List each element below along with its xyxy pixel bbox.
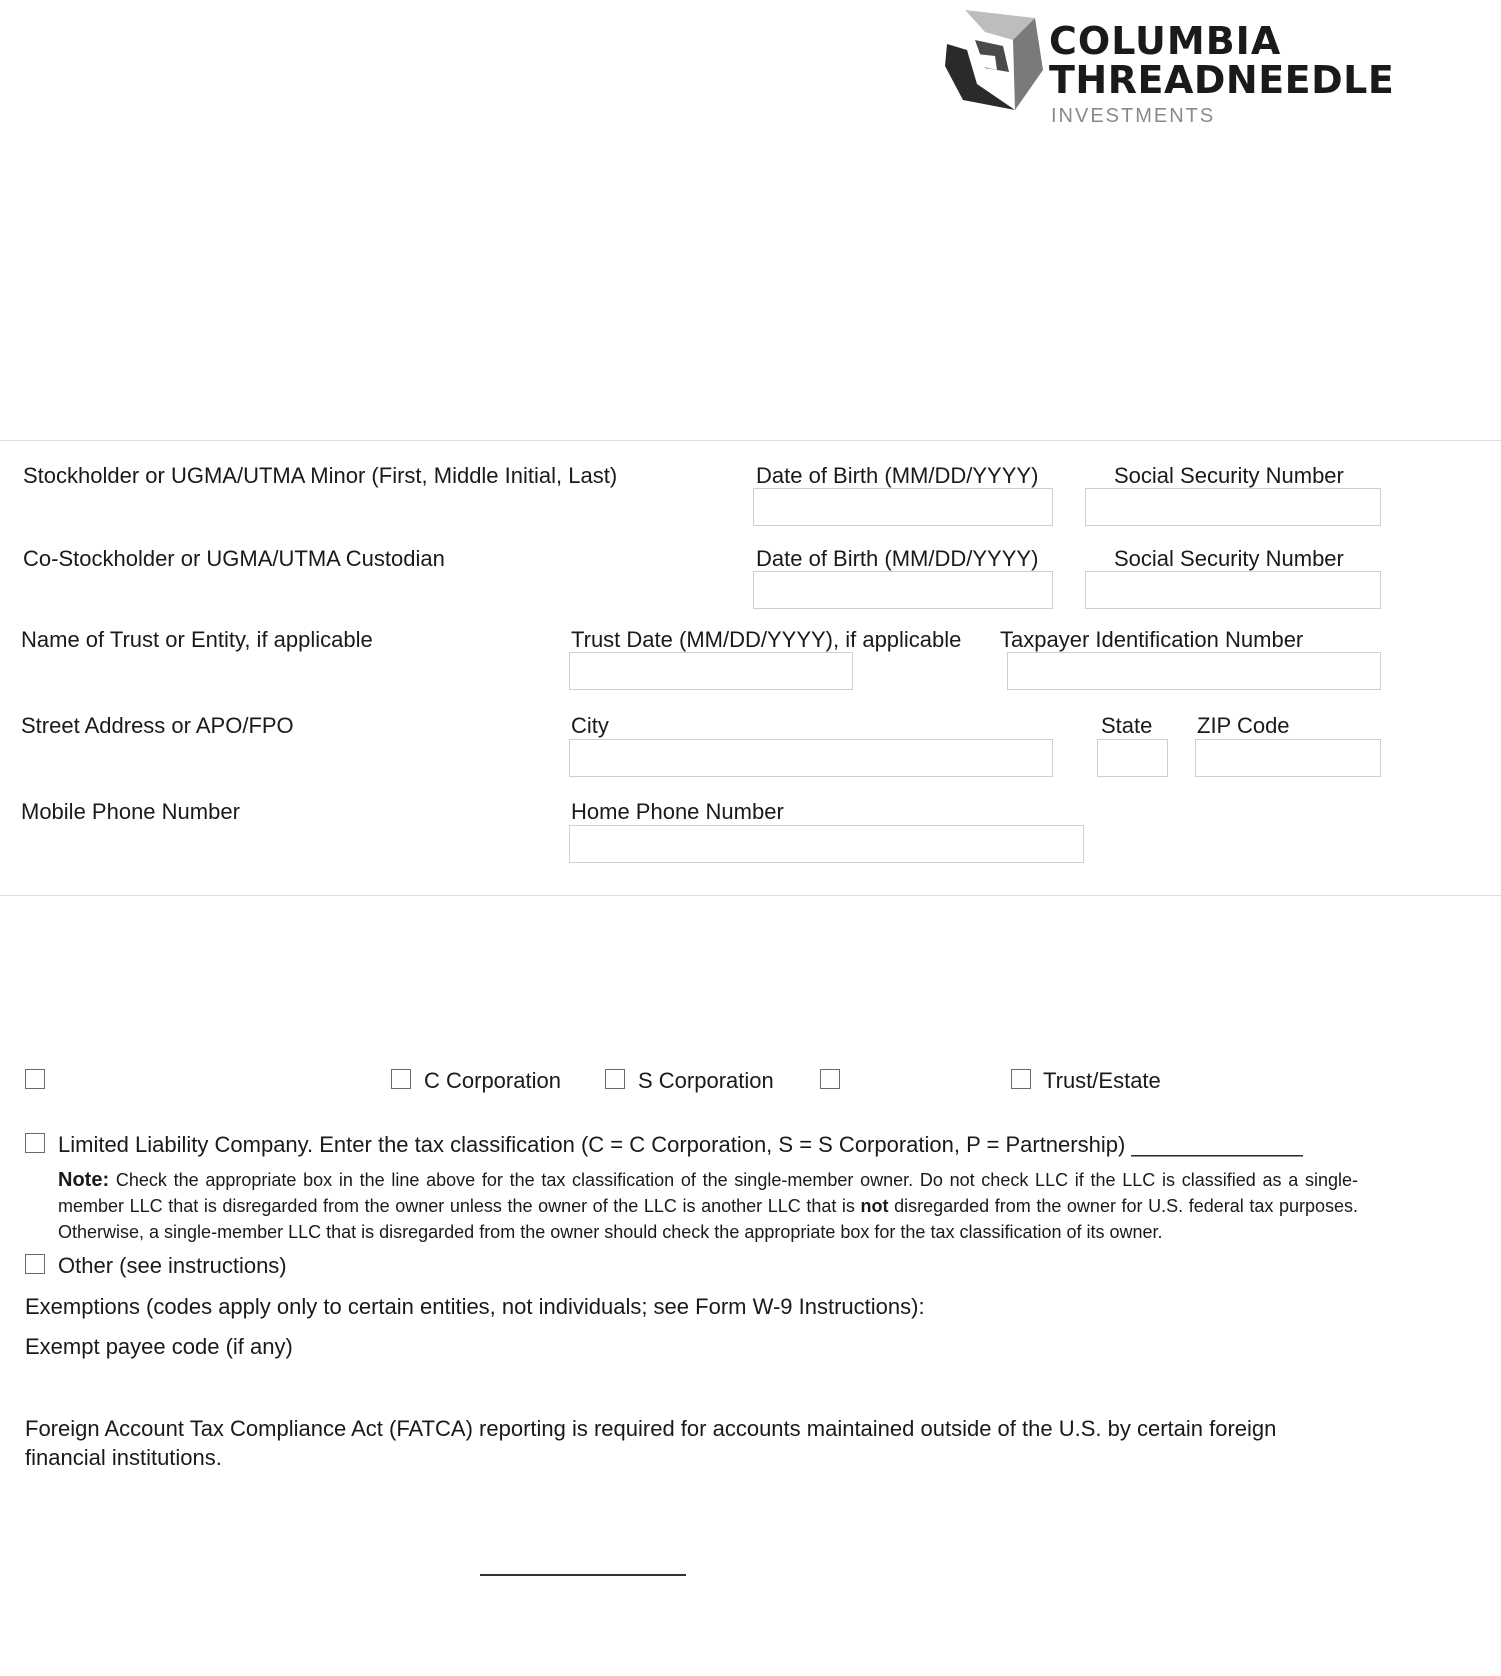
city-field[interactable]	[569, 739, 1053, 777]
s-corp-label: S Corporation	[638, 1068, 774, 1093]
note-label: Note:	[58, 1169, 110, 1191]
section-divider-top	[0, 440, 1501, 441]
trust-date-field[interactable]	[569, 652, 853, 690]
individual-checkbox[interactable]	[25, 1069, 45, 1089]
brand-line-3: INVESTMENTS	[1051, 105, 1216, 127]
trust-estate-checkbox[interactable]	[1011, 1069, 1031, 1089]
dob1-label: Date of Birth (MM/DD/YYYY)	[756, 463, 1039, 488]
trust-estate-label: Trust/Estate	[1043, 1068, 1161, 1093]
cube-arrow-logo-icon	[945, 10, 1045, 110]
note-text-1: Check the appropriate box in the line above for the tax classification of the single-member owner. Do not check LLC if the LLC is classified as a single-member LLC that is disregarded from the owner unless the owner of the LLC is another LLC that is	[58, 1170, 1358, 1216]
s-corp-checkbox[interactable]	[605, 1069, 625, 1089]
street-label: Street Address or APO/FPO	[21, 713, 294, 738]
other-label: Other (see instructions)	[58, 1253, 287, 1278]
ssn1-label: Social Security Number	[1114, 463, 1344, 488]
stockholder-label: Stockholder or UGMA/UTMA Minor (First, Middle Initial, Last)	[23, 463, 618, 488]
ssn2-field[interactable]	[1085, 571, 1381, 609]
dob2-field[interactable]	[753, 571, 1053, 609]
trust-date-label: Trust Date (MM/DD/YYYY), if applicable	[571, 627, 962, 652]
brand-logo	[945, 10, 1405, 130]
tin-label: Taxpayer Identification Number	[1000, 627, 1304, 652]
trust-name-label: Name of Trust or Entity, if applicable	[21, 627, 373, 652]
llc-checkbox[interactable]	[25, 1133, 45, 1153]
c-corp-checkbox[interactable]	[391, 1069, 411, 1089]
zip-field[interactable]	[1195, 739, 1381, 777]
c-corp-label: C Corporation	[424, 1068, 561, 1093]
llc-note	[58, 1167, 1358, 1245]
home-phone-label: Home Phone Number	[571, 799, 784, 824]
signature-line[interactable]	[480, 1574, 686, 1576]
llc-label: Limited Liability Company. Enter the tax classification (C = C Corporation, S = S Corporation, P = Partnership) ______________	[58, 1132, 1303, 1157]
tin-field[interactable]	[1007, 652, 1381, 690]
brand-line-2: THREADNEEDLE	[1049, 58, 1395, 102]
section-divider-middle	[0, 895, 1501, 896]
city-label: City	[571, 713, 609, 738]
fatca-text: Foreign Account Tax Compliance Act (FATCA) reporting is required for accounts maintained outside of the U.S. by certain foreign financial institutions.	[25, 1416, 1277, 1470]
mobile-label: Mobile Phone Number	[21, 799, 240, 824]
note-bold: not	[860, 1196, 889, 1216]
exempt-payee-label: Exempt payee code (if any)	[25, 1334, 293, 1359]
partnership-checkbox[interactable]	[820, 1069, 840, 1089]
dob1-field[interactable]	[753, 488, 1053, 526]
state-label: State	[1101, 713, 1153, 738]
other-checkbox[interactable]	[25, 1254, 45, 1274]
brand-line-1: COLUMBIA	[1049, 19, 1282, 63]
dob2-label: Date of Birth (MM/DD/YYYY)	[756, 546, 1039, 571]
ssn2-label: Social Security Number	[1114, 546, 1344, 571]
home-phone-field[interactable]	[569, 825, 1084, 863]
state-field[interactable]	[1097, 739, 1168, 777]
exemptions-label: Exemptions (codes apply only to certain entities, not individuals; see Form W-9 Instructions):	[25, 1294, 925, 1319]
note-text-2: disregarded from the owner for U.S. federal tax purposes. Otherwise, a single-member LLC that is disregarded from the owner should check the appropriate box for the tax classification of its owner.	[58, 1196, 1358, 1242]
ssn1-field[interactable]	[1085, 488, 1381, 526]
zip-label: ZIP Code	[1197, 713, 1290, 738]
costockholder-label: Co-Stockholder or UGMA/UTMA Custodian	[23, 546, 445, 571]
